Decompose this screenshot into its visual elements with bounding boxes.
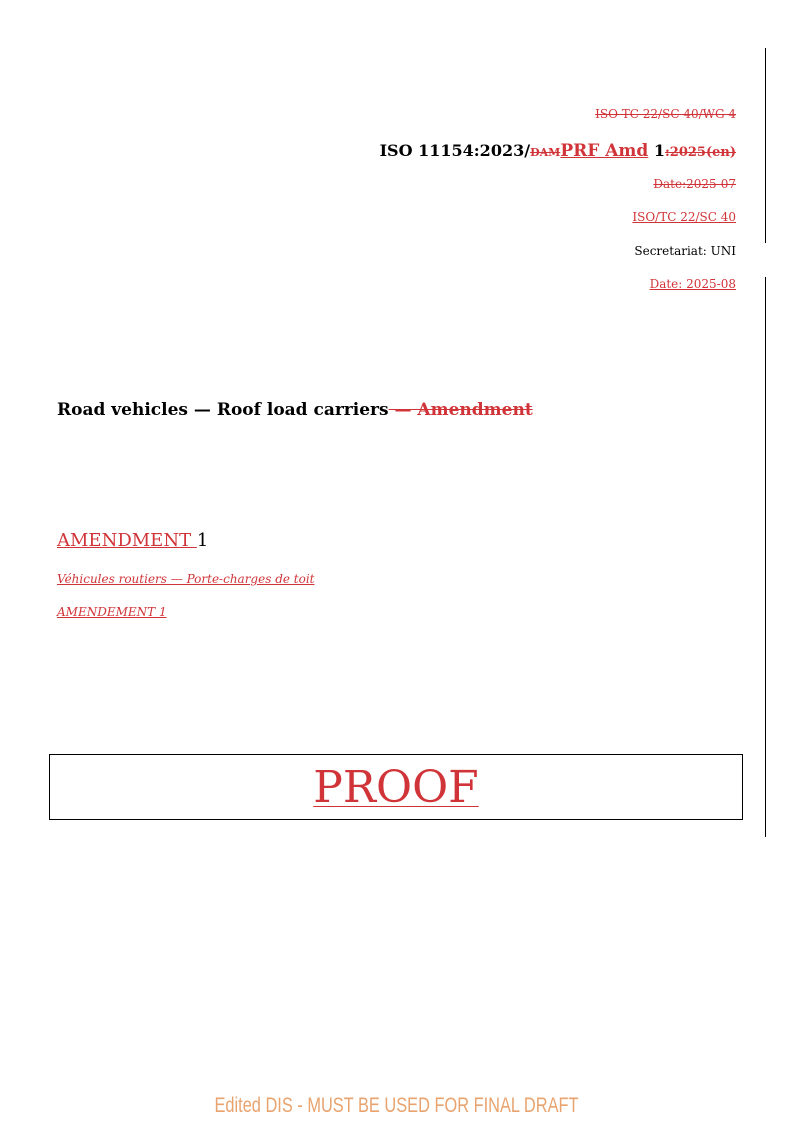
date-old: Date:2025-07	[653, 177, 736, 191]
date-new: Date: 2025-08	[649, 277, 736, 291]
committee-new: ISO/TC 22/SC 40	[632, 210, 736, 224]
title-main: Road vehicles — Roof load carriers	[57, 400, 389, 420]
proof-label: PROOF	[313, 761, 479, 813]
change-bar-bottom	[765, 277, 766, 837]
doc-number-inserted: PRF Amd	[560, 141, 649, 161]
document-title	[57, 400, 533, 420]
secretariat: Secretariat: UNI	[634, 244, 736, 258]
doc-number-deleted: DAM	[530, 146, 561, 159]
draft-footer: Edited DIS - MUST BE USED FOR FINAL DRAFT	[214, 1094, 579, 1117]
doc-number-num: 1	[648, 141, 665, 160]
committee-old: ISO TC 22/SC 40/WG 4	[595, 107, 736, 121]
amendment-heading	[57, 530, 208, 551]
doc-number-prefix: ISO 11154:2023/	[379, 141, 531, 160]
proof-box	[49, 754, 743, 820]
amendment-label: AMENDMENT	[57, 530, 197, 551]
title-deleted: — Amendment	[388, 400, 533, 420]
french-amendment: AMENDEMENT 1	[57, 605, 167, 619]
document-number	[380, 141, 736, 161]
french-title: Véhicules routiers — Porte-charges de toit	[57, 572, 315, 586]
amendment-number: 1	[196, 530, 209, 551]
doc-number-suffix-deleted: :2025(en)	[664, 145, 736, 160]
change-bar-top	[765, 48, 766, 243]
